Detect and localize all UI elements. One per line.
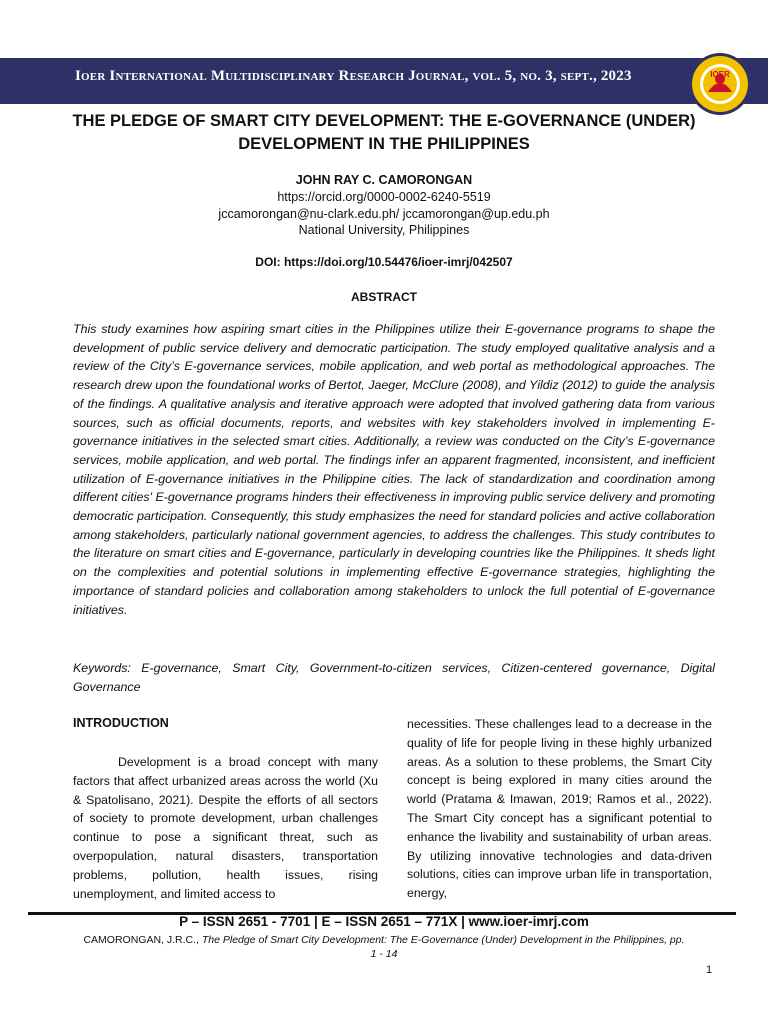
abstract-heading: ABSTRACT [351, 290, 417, 304]
abstract-text: This study examines how aspiring smart cities in the Philippines utilize their E-governance programs to shape the development of public service delivery and democratic participation. The study employed qualitative analysis and a review of the City’s E-governance services, mobile application, and web portal as methodological approaches. The research drew upon the foundational works of Bertot, Jaeger, McClure (2008), and Yildiz (2012) to guide the analysis of the findings. A qualitative analysis and iterative approach were adopted that involved gathering data from various sources, such as official documents, reports, and websites with key stakeholders involved in implementing E-governance initiatives in the selected smart cities. Additionally, a review was conducted on the City’s E-governance services, mobile application, and web portal. The findings infer an apparent fragmented, inconsistent, and inefficient utilization of E-governance initiatives in the Philippine cities. The lack of standardization and coordination among different cities' E-governance programs hinders their effectiveness in improving public service delivery and promoting democratic participation. Consequently, this study emphasizes the need for standard policies and active collaboration among stakeholders, particularly national government agencies, to address the challenges. This study contributes to the literature on smart cities and E-governance, particularly in developing countries like the Philippines. It sheds light on the complexities and potential solutions in implementing effective E-governance strategies, highlighting the importance of standard policies and collaboration among stakeholders to unlock the full potential of E-governance initiatives. [73, 322, 715, 617]
author-name: JOHN RAY C. CAMORONGAN [295, 173, 473, 187]
citation-author: CAMORONGAN, J.R.C., [83, 934, 202, 946]
introduction-left-column: Development is a broad concept with many factors that affect urbanized areas across the world (Xu & Spatolisano, 2021). Despite the efforts of all sectors of society to promote development, urban challenges continue to pose a significant threat, such as overpopulation, natural disasters, transportation problems, pollution, health issues, rising unemployment, and limited access to [73, 755, 378, 901]
svg-text:IOER: IOER [710, 70, 730, 79]
issn-line: P – ISSN 2651 - 7701 | E – ISSN 2651 – 771X | www.ioer-imrj.com [179, 914, 589, 929]
keywords: Keywords: E-governance, Smart City, Government-to-citizen services, Citizen-centered governance, Digital Governance [73, 661, 715, 694]
doi-link[interactable]: DOI: https://doi.org/10.54476/ioer-imrj/042507 [255, 255, 513, 269]
author-affiliation: National University, Philippines [298, 223, 470, 237]
introduction-right-column: necessities. These challenges lead to a decrease in the quality of life for people living in these highly urbanized areas. As a solution to these problems, the Smart City concept is being explored in many cities around the world (Pratama & Imawan, 2019; Ramos et al., 2022). The Smart City concept has a significant potential to enhance the livability and sustainability of urban areas. By utilizing innovative technologies and data-driven solutions, cities can improve urban life in transportation, energy, [407, 717, 712, 901]
author-orcid[interactable]: https://orcid.org/0000-0002-6240-5519 [277, 190, 491, 204]
page-number: 1 [706, 964, 713, 976]
citation-title: The Pledge of Smart City Development: The E-Governance (Under) Development in the Philippines, pp. 1 - 14 [201, 934, 685, 960]
author-emails[interactable]: jccamorongan@nu-clark.edu.ph/ jccamorongan@up.edu.ph [218, 206, 550, 221]
citation-line [80, 933, 688, 961]
journal-title: Ioer International Multidisciplinary Research Journal, vol. 5, no. 3, sept., 2023 [75, 68, 632, 84]
author-block [0, 172, 768, 239]
article-title: THE PLEDGE OF SMART CITY DEVELOPMENT: THE E-GOVERNANCE (UNDER) DEVELOPMENT IN THE PHILIPPINES [72, 112, 696, 153]
introduction-heading: INTRODUCTION [73, 716, 169, 730]
journal-seal-logo [688, 52, 752, 116]
